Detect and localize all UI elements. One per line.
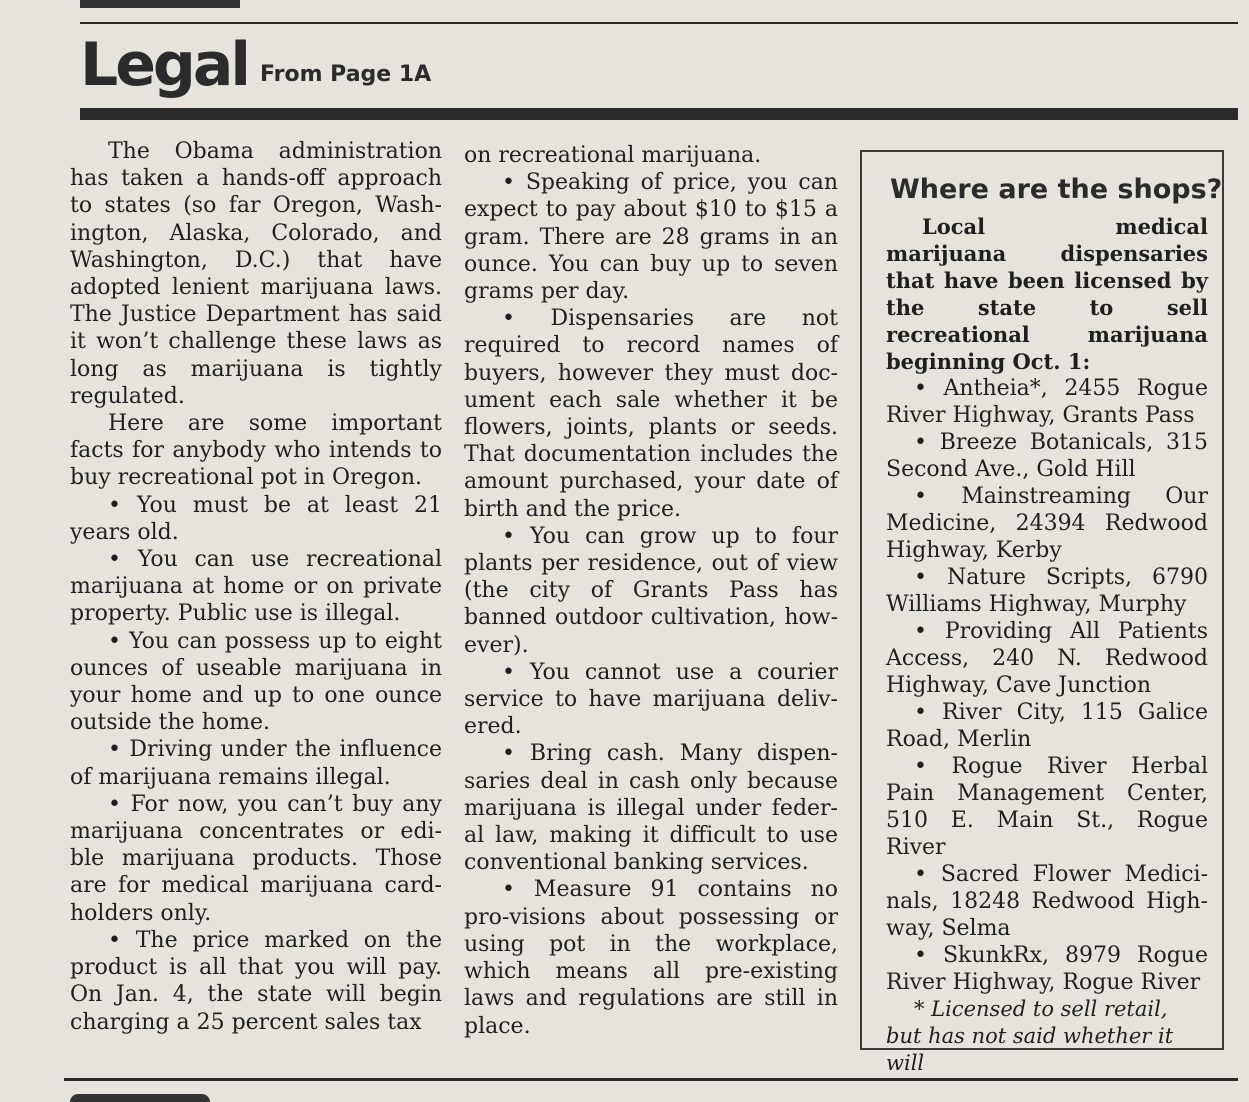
list-item: • SkunkRx, 8979 Rogue River Highway, Rogue River [886, 943, 1208, 995]
paragraph: • Driving under the influence of marijuana remains illegal. [70, 737, 442, 790]
article-column-1 [70, 138, 442, 1036]
list-item: • Rogue River Herbal Pain Management Center, 510 E. Main St., Rogue River [886, 754, 1208, 860]
list-item: • Providing All Patients Access, 240 N. Redwood Highway, Cave Junction [886, 619, 1208, 698]
shops-sidebar-box [860, 150, 1224, 1075]
sidebar-footnote: * Licensed to sell retail, but has not said whether it will [886, 997, 1174, 1075]
paragraph: • Dispensaries are not required to record names of buyers, however they must doc-ument each sale whether it be flowers, joints, plants or seeds. That documentation includes the amount purchased, your date of birth and the price. [464, 306, 838, 522]
list-item: • Sacred Flower Medici-nals, 18248 Redwood High-way, Selma [886, 862, 1208, 941]
list-item: • Mainstreaming Our Medicine, 24394 Redwood Highway, Kerby [886, 484, 1208, 563]
paragraph: The Obama administration has taken a hands-off approach to states (so far Oregon, Wash-ington, Alaska, Colorado, and Washington, D.C.) that have adopted lenient marijuana laws. The Justice Department has said it won’t challenge these laws as long as marijuana is tightly regulated. [70, 139, 442, 409]
paragraph: Here are some important facts for anybody who intends to buy recreational pot in Oregon. [70, 411, 442, 491]
sidebar-title: Where are the shops? [890, 174, 1223, 205]
article-column-2 [464, 142, 838, 1040]
bottom-rule [64, 1078, 1238, 1081]
next-article-fragment [70, 1094, 210, 1102]
paragraph: on recreational marijuana. [464, 143, 762, 168]
paragraph: • Speaking of price, you can expect to pay about $10 to $15 a gram. There are 28 grams in an ounce. You can buy up to seven grams per day. [464, 170, 838, 305]
list-item: • Nature Scripts, 6790 Williams Highway, Murphy [886, 565, 1208, 617]
paragraph: • You must be at least 21 years old. [70, 492, 442, 545]
list-item: • River City, 115 Galice Road, Merlin [886, 700, 1208, 752]
paragraph: • For now, you can’t buy any marijuana concentrates or edi-ble marijuana products. Those are for medical marijuana card-holders only. [70, 791, 442, 926]
paragraph: • Bring cash. Many dispen-saries deal in cash only because marijuana is illegal under feder-al law, making it difficult to use conventional banking services. [464, 741, 838, 876]
paragraph: • You can use recreational marijuana at home or on private property. Public use is illegal. [70, 547, 442, 627]
paragraph: • The price marked on the product is all that you will pay. On Jan. 4, the state will begin charging a 25 percent sales tax [70, 927, 442, 1035]
top-rule [80, 22, 1238, 24]
paragraph: • You can possess up to eight ounces of useable marijuana in your home and up to one ounce outside the home. [70, 628, 442, 736]
sidebar-intro: Local medical marijuana dispensaries that have been licensed by the state to sell recreational marijuana beginning Oct. 1: [886, 214, 1208, 374]
section-title: Legal [80, 30, 248, 100]
paragraph: • You cannot use a courier service to have marijuana deliv-ered. [464, 659, 838, 740]
paragraph: • You can grow up to four plants per residence, out of view (the city of Grants Pass has banned outdoor cultivation, how-ever). [464, 523, 838, 658]
header-rule [80, 108, 1238, 120]
paragraph: • Measure 91 contains no pro-visions about possessing or using pot in the workplace, which means all pre-existing laws and regulations are still in place. [464, 877, 838, 1039]
list-item: • Breeze Botanicals, 315 Second Ave., Gold Hill [886, 430, 1208, 482]
jump-line: From Page 1A [260, 62, 432, 87]
previous-article-fragment [80, 0, 240, 8]
list-item: • Antheia*, 2455 Rogue River Highway, Grants Pass [886, 376, 1208, 428]
